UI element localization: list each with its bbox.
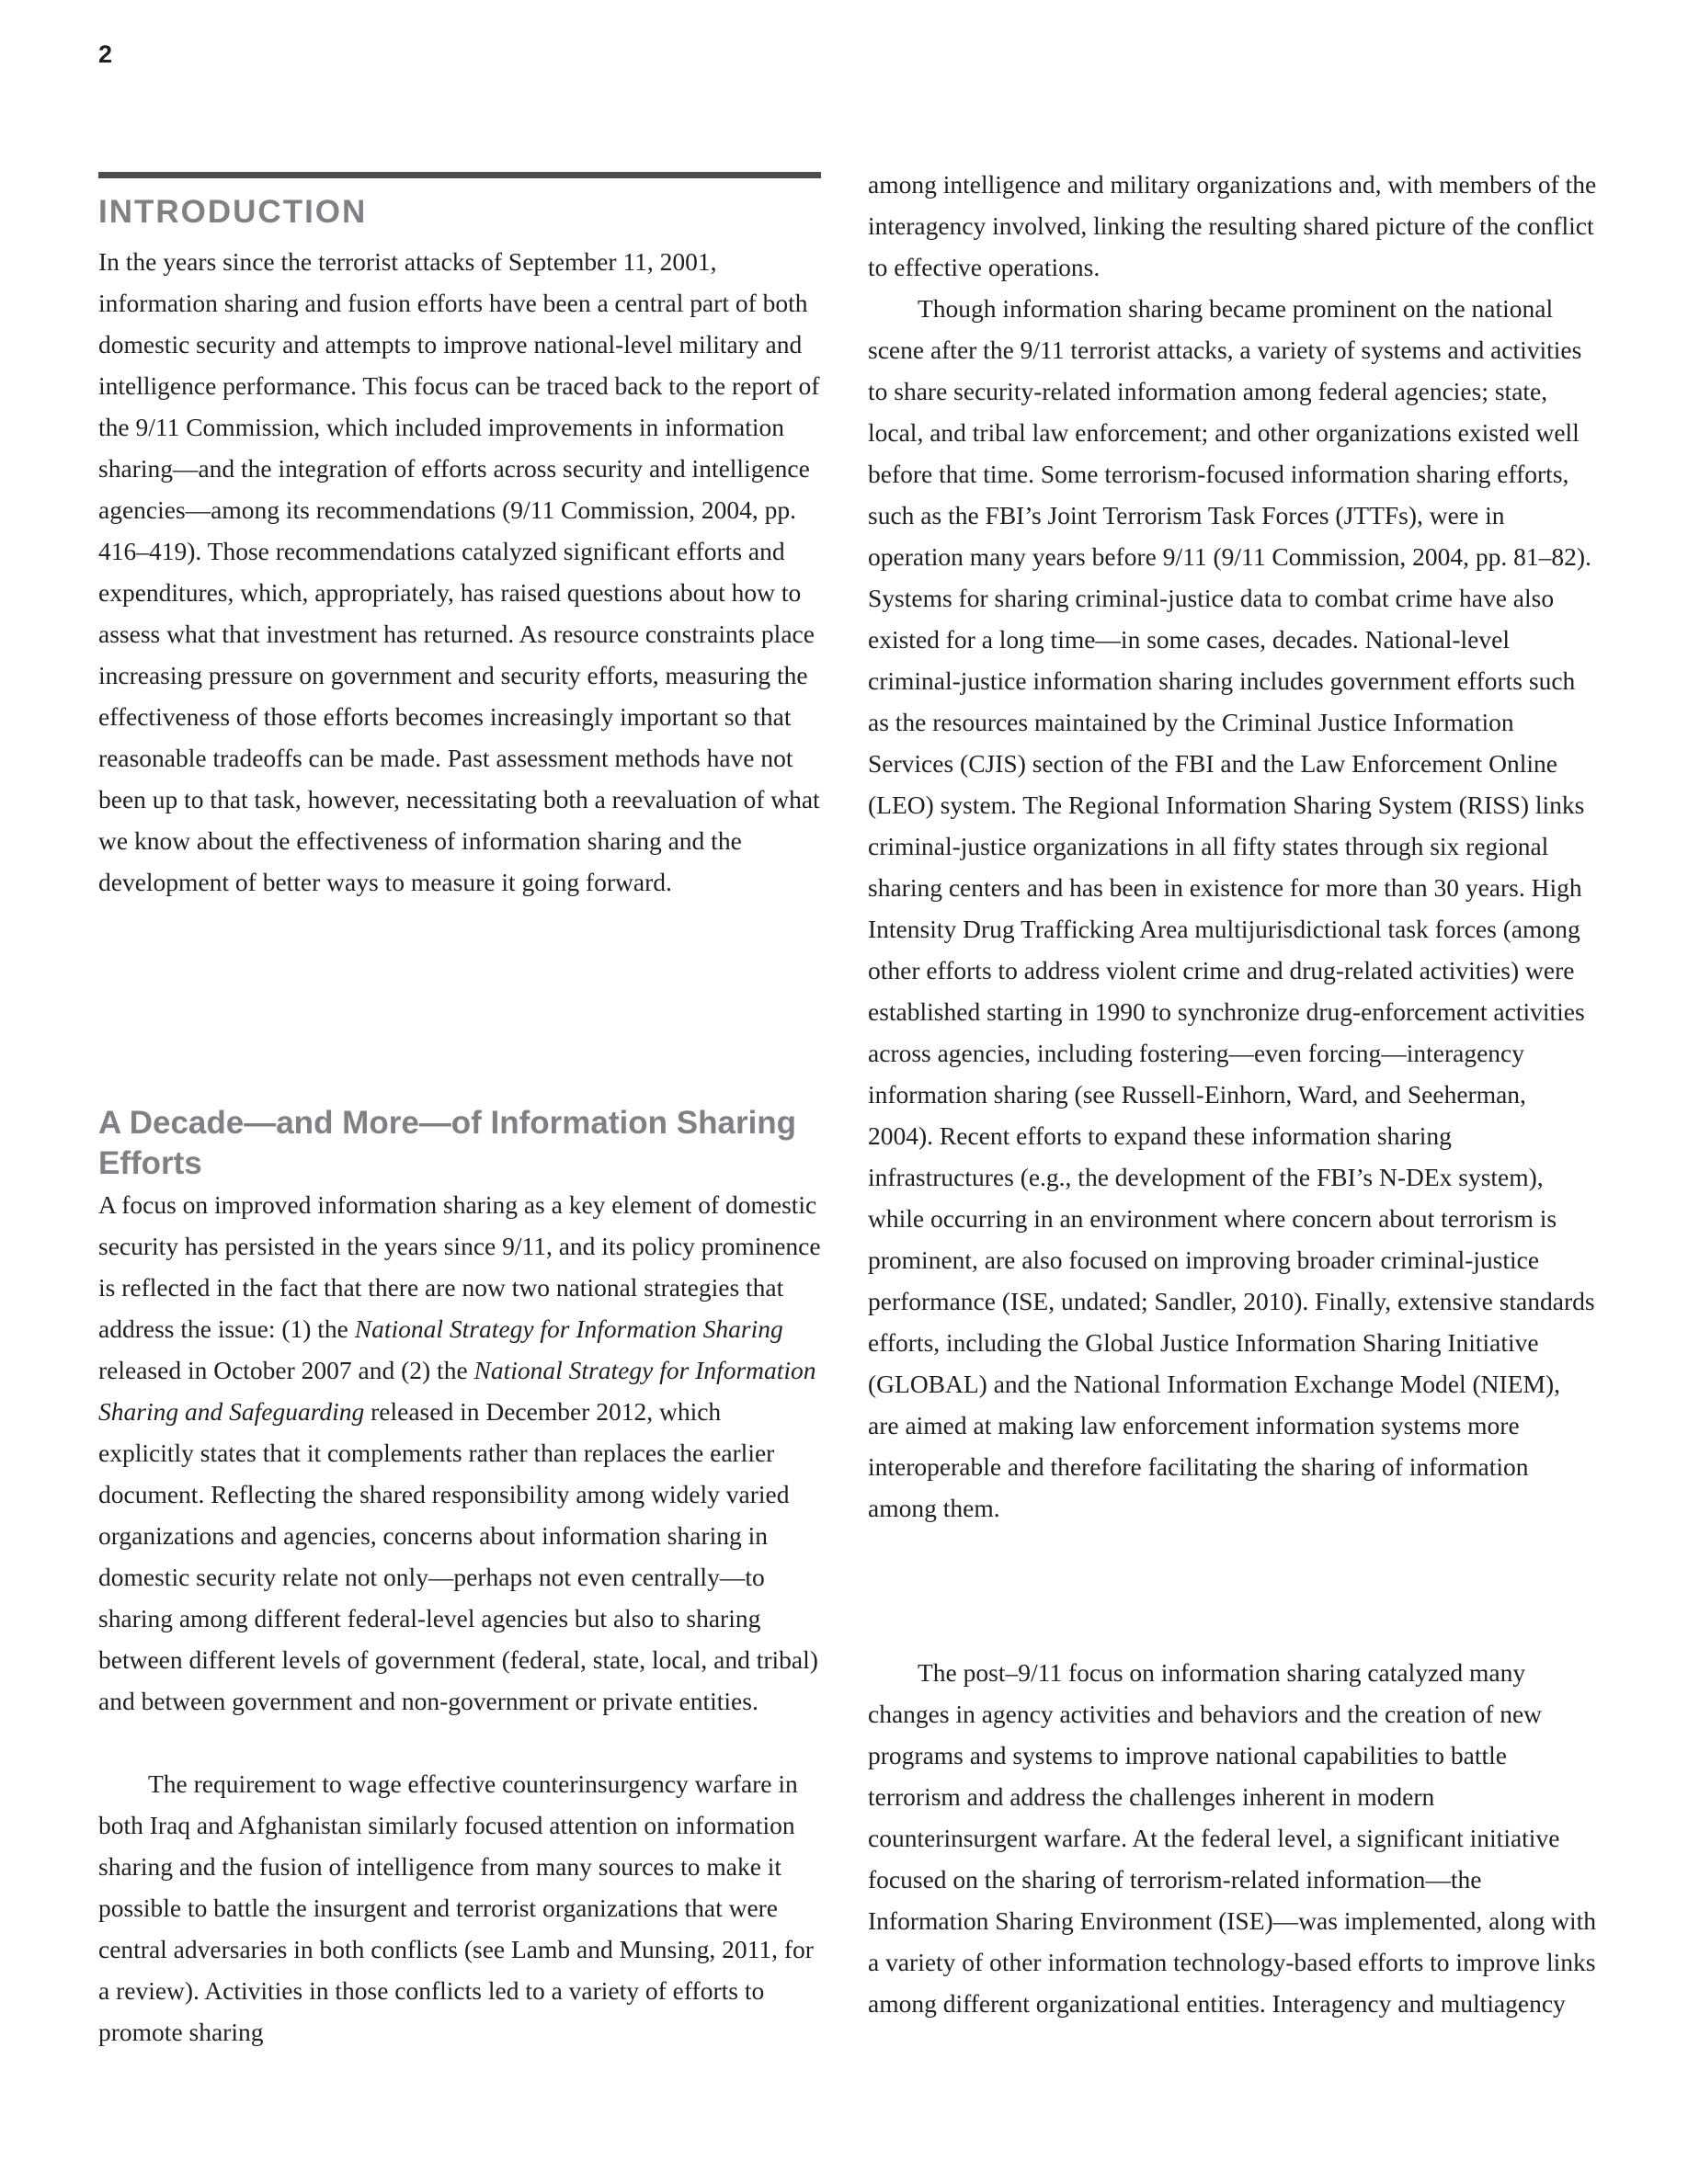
right-paragraph-3: Though information sharing became prominent on the national scene after the 9/11 terrorist attacks, a variety of systems and activities to share security-related information among federal agencies; state, local, and tribal law enforcement; and other organizations existed well before that time. Some terrorism-focused information sharing efforts, such as the FBI’s Joint Terrorism Task Forces (JTTFs), were in operation many years before 9/11 (9/11 Commission, 2004, pp. 81–82). Systems for sharing criminal-justice data to combat crime have also existed for a long time—in some cases, decades. National-level criminal-justice information sharing includes government efforts such as the resources maintained by the Criminal Justice Information Services (CJIS) section of the FBI and the Law Enforcement Online (LEO) system. The Regional Information Sharing System (RISS) links criminal-justice organizations in all fifty states through six regional sharing centers and has been in existence for more than 30 years. High Intensity Drug Trafficking Area multijurisdictional task forces (among other efforts to address violent crime and drug-related activities) were established starting in 1990 to synchronize drug-enforcement activities across agencies, including fostering—even forcing—interagency information sharing (see Russell-Einhorn, Ward, and Seeherman, 2004). Recent efforts to expand these information sharing infrastructures (e.g., the development of the FBI’s N-DEx system), while occurring in an environment where concern about terrorism is prominent, are also focused on improving broader criminal-justice performance (ISE, undated; Sandler, 2010). Finally, extensive standards efforts, including the Global Justice Information Sharing Initiative (GLOBAL) and the National Information Exchange Model (NIEM), are aimed at making law enforcement information systems more interoperable and therefore facilitating the sharing of information among them. — [868, 294, 1595, 1522]
decade-p1-text-2: released in October 2007 and (2) the — [98, 1356, 474, 1384]
right-continued-paragraph: among intelligence and military organizations and, with members of the interagency involved, linking the resulting shared picture of the conflict to effective operations. — [868, 170, 1597, 281]
decade-p1-text-1: A focus on improved information sharing as a key element of domestic security has persisted in the years since 9/11, and its policy prominence is reflected in the fact that there are now two national strategies that address the issue: (1) the — [98, 1190, 821, 1343]
strategy-title-2012: National Strategy for Information Sharing and Safeguarding — [98, 1356, 816, 1426]
strategy-title-2007: National Strategy for Information Sharing — [354, 1314, 783, 1343]
decade-section-heading: A Decade—and More—of Information Sharing Efforts — [98, 1105, 797, 1181]
right-paragraph-4: The post–9/11 focus on information sharing catalyzed many changes in agency activities and behaviors and the creation of new programs and systems to improve national capabilities to battle terrorism and address the challenges inherent in modern counterinsurgent warfare. At the federal level, a significant initiative focused on the sharing of terrorism-related information—the Information Sharing Environment (ISE)—was implemented, along with a variety of other information technology-based efforts to improve links among different organizational entities. Interagency and multiagency — [868, 1658, 1596, 2018]
decade-paragraph-2: The requirement to wage effective counterinsurgency warfare in both Iraq and Afghanistan similarly focused attention on information sharing and the fusion of intelligence from many sources to make it possible to battle the insurgent and terrorist organizations that were central adversaries in both conflicts (see Lamb and Munsing, 2011, for a review). Activities in those conflicts led to a variety of efforts to promote sharing — [98, 1769, 814, 2046]
section-rule — [98, 172, 821, 178]
introduction-heading: INTRODUCTION — [98, 194, 368, 230]
introduction-paragraph: In the years since the terrorist attacks of September 11, 2001, information sharing and fusion efforts have been a central part of both domestic security and attempts to improve national-level military and intelligence performance. This focus can be traced back to the report of the 9/11 Commission, which included improvements in information sharing—and the integration of efforts across security and intelligence agencies—among its recommendations (9/11 Commission, 2004, pp. 416–419). Those recommendations catalyzed significant efforts and expenditures, which, appropriately, has raised questions about how to assess what that investment has returned. As resource constraints place increasing pressure on government and security efforts, measuring the effectiveness of those efforts becomes increasingly important so that reasonable tradeoffs can be made. Past assessment methods have not been up to that task, however, necessitating both a reevaluation of what we know about the effectiveness of information sharing and the development of better ways to measure it going forward. — [98, 247, 820, 896]
decade-paragraph-1 — [98, 1184, 821, 1722]
decade-p1-text-3: released in December 2012, which explicitly states that it complements rather than replaces the earlier document. Reflecting the shared responsibility among widely varied organizations and agencies, concerns about information sharing in domestic security relate not only—perhaps not even centrally—to sharing among different federal-level agencies but also to sharing between different levels of government (federal, state, local, and tribal) and between government and non-government or private entities. — [98, 1397, 818, 1715]
page-number: 2 — [98, 40, 113, 68]
